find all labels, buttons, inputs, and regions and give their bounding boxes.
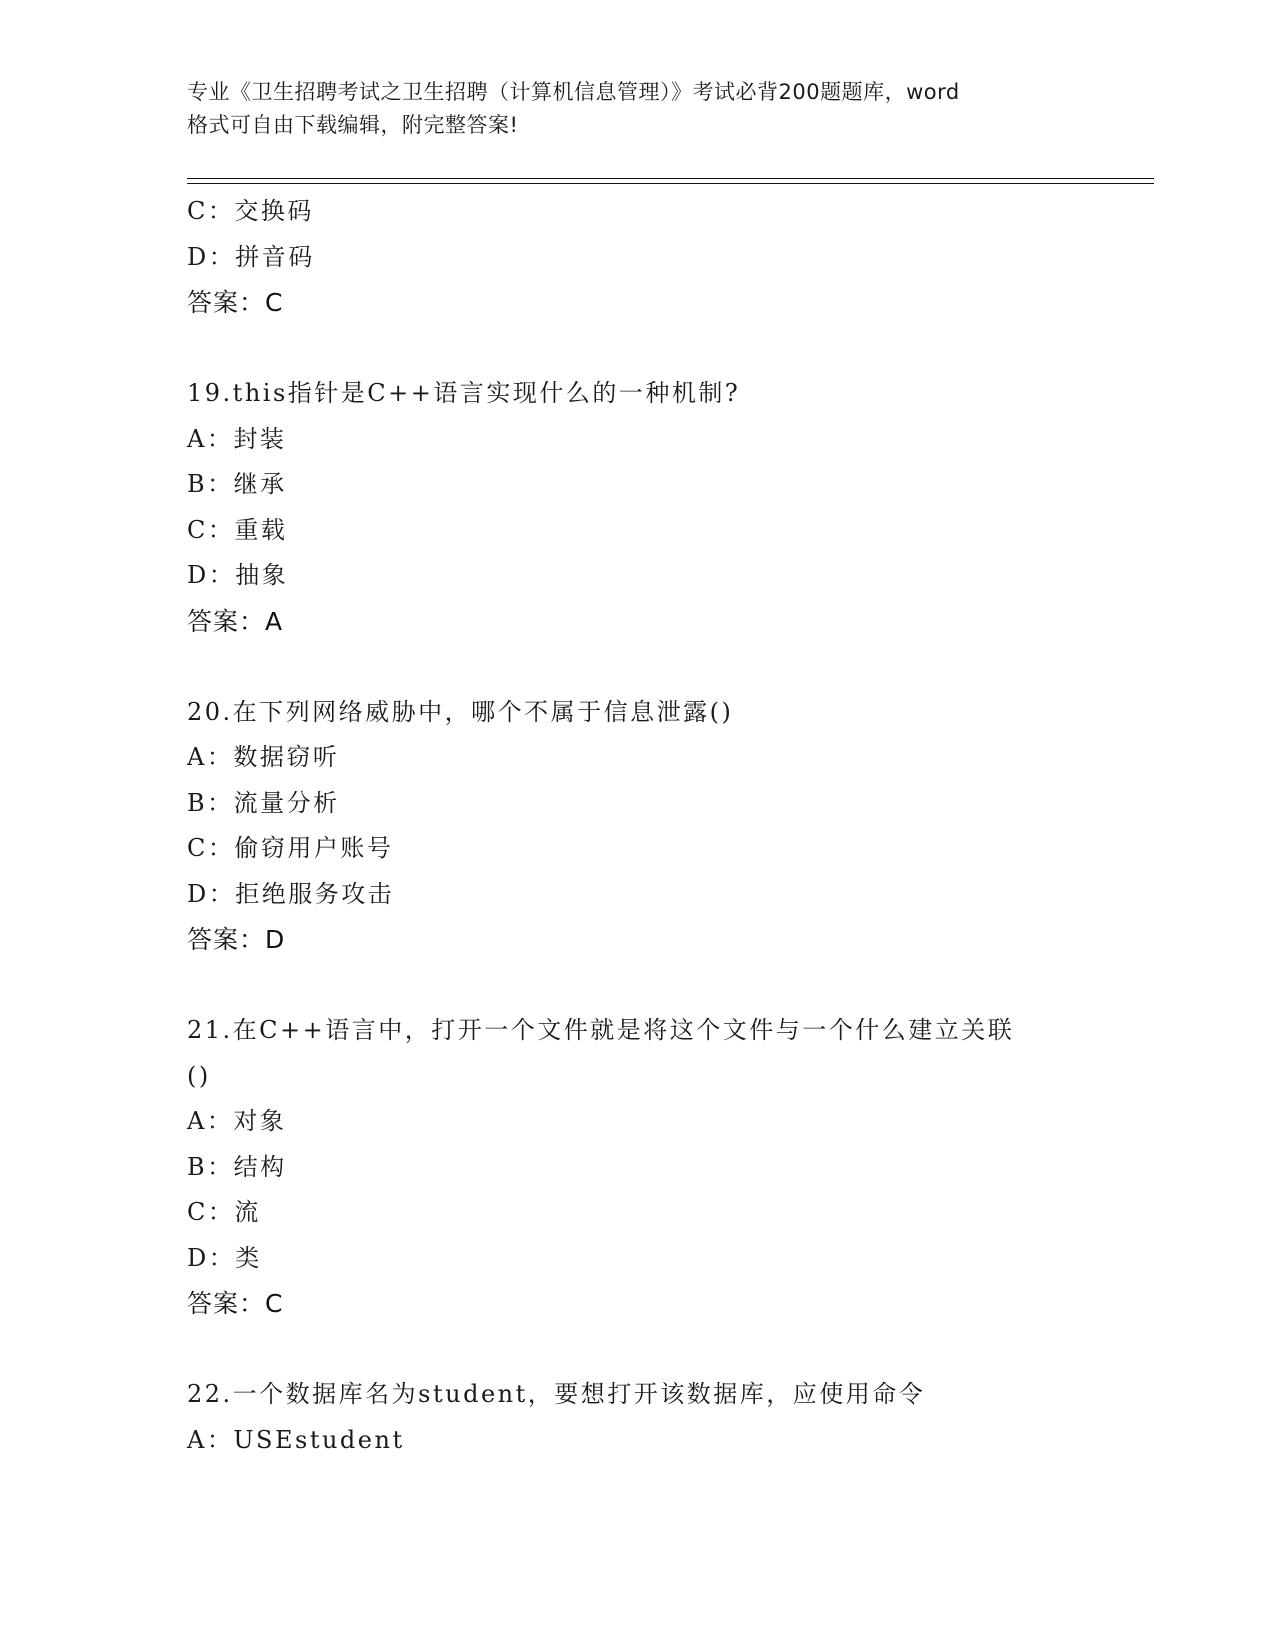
option-d: D：拼音码 bbox=[187, 242, 315, 271]
option-a: A：数据窃听 bbox=[187, 743, 340, 771]
question-block-20 bbox=[187, 690, 1127, 963]
answer-label: 答案：C bbox=[187, 1289, 284, 1318]
question-block-19 bbox=[187, 371, 1127, 644]
header-divider-top bbox=[187, 178, 1154, 179]
document-header bbox=[187, 76, 1087, 142]
question-list bbox=[187, 189, 1127, 1463]
question-text: 19.this指针是C++语言实现什么的一种机制? bbox=[187, 379, 741, 407]
option-d: D：拒绝服务攻击 bbox=[187, 879, 395, 908]
spacer bbox=[187, 963, 1127, 1009]
spacer bbox=[187, 644, 1127, 690]
question-text: 22.一个数据库名为student，要想打开该数据库，应使用命令 bbox=[187, 1380, 926, 1408]
question-block-22 bbox=[187, 1372, 1127, 1463]
option-a: A：对象 bbox=[187, 1107, 287, 1135]
answer-label: 答案：C bbox=[187, 288, 284, 317]
option-c: C：偷窃用户账号 bbox=[187, 834, 394, 862]
question-text: 21.在C++语言中，打开一个文件就是将这个文件与一个什么建立关联 bbox=[187, 1016, 1015, 1044]
header-line-2: 格式可自由下载编辑，附完整答案! bbox=[187, 113, 519, 137]
question-block-21 bbox=[187, 1008, 1127, 1327]
question-block-18 bbox=[187, 189, 1127, 326]
spacer bbox=[187, 1327, 1127, 1373]
option-b: B：继承 bbox=[187, 470, 287, 498]
answer-label: 答案：A bbox=[187, 606, 284, 636]
option-b: B：结构 bbox=[187, 1152, 287, 1181]
option-b: B：流量分析 bbox=[187, 788, 340, 817]
question-text-continued: () bbox=[187, 1061, 211, 1090]
header-divider-bottom bbox=[187, 183, 1154, 184]
answer-label: 答案：D bbox=[187, 925, 286, 954]
option-d: D：类 bbox=[187, 1243, 262, 1272]
option-d: D：抽象 bbox=[187, 561, 289, 589]
question-text: 20.在下列网络威胁中，哪个不属于信息泄露() bbox=[187, 697, 734, 726]
option-c: C：重载 bbox=[187, 515, 288, 544]
option-c: C：流 bbox=[187, 1198, 261, 1226]
option-a: A：USEstudent bbox=[187, 1425, 405, 1454]
option-c: C：交换码 bbox=[187, 197, 314, 225]
header-line-1: 专业《卫生招聘考试之卫生招聘（计算机信息管理）》考试必背200题题库，word bbox=[187, 80, 960, 104]
spacer bbox=[187, 326, 1127, 372]
option-a: A：封装 bbox=[187, 424, 287, 453]
